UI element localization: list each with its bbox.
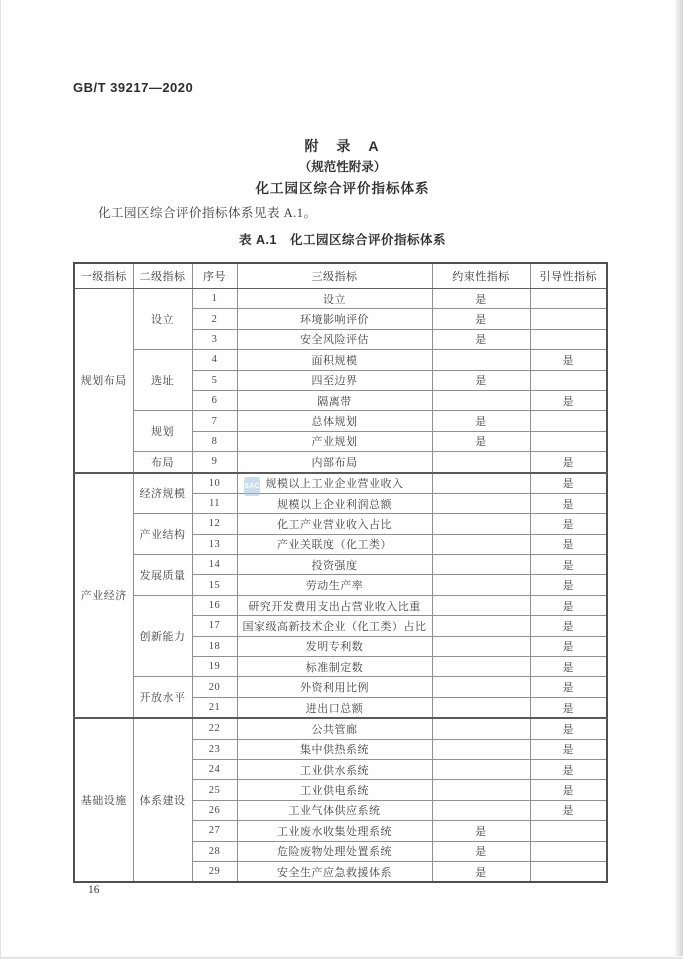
serial-number-cell: 13 [192, 534, 237, 554]
level3-indicator-cell: 规模以上工业企业营业收入 [237, 473, 432, 494]
guidance-indicator-cell [530, 329, 607, 349]
level3-indicator-cell: 规模以上企业利润总额 [237, 493, 432, 513]
sac-watermark-text: SAC [244, 483, 260, 490]
constraint-indicator-cell [432, 390, 530, 410]
table-caption: 表 A.1 化工园区综合评价指标体系 [239, 233, 446, 247]
serial-number-cell: 23 [192, 739, 237, 759]
serial-number-cell: 20 [192, 677, 237, 697]
column-header: 二级指标 [133, 263, 192, 289]
table-row [74, 718, 607, 739]
constraint-indicator-cell: 是 [432, 431, 530, 451]
guidance-indicator-cell: 是 [530, 473, 607, 494]
guidance-indicator-cell [530, 370, 607, 390]
constraint-indicator-cell [432, 595, 530, 615]
guidance-indicator-cell: 是 [530, 534, 607, 554]
level3-indicator-cell: 工业供电系统 [237, 780, 432, 800]
constraint-indicator-cell [432, 800, 530, 820]
level1-indicator-cell: 基础设施 [74, 718, 133, 882]
guidance-indicator-cell: 是 [530, 739, 607, 759]
page-number: 16 [88, 884, 100, 896]
level3-indicator-cell: 产业规划 [237, 431, 432, 451]
constraint-indicator-cell [432, 697, 530, 718]
guidance-indicator-cell: 是 [530, 350, 607, 370]
constraint-indicator-cell [432, 452, 530, 473]
guidance-indicator-cell [530, 411, 607, 431]
guidance-indicator-cell: 是 [530, 718, 607, 739]
serial-number-cell: 15 [192, 575, 237, 595]
table-row [74, 595, 607, 615]
guidance-indicator-cell: 是 [530, 800, 607, 820]
level2-indicator-cell: 设立 [133, 289, 192, 350]
level3-indicator-cell: 公共管廊 [237, 718, 432, 739]
table-row [74, 473, 607, 494]
constraint-indicator-cell [432, 534, 530, 554]
level2-indicator-cell: 规划 [133, 411, 192, 452]
table-row [74, 677, 607, 697]
constraint-indicator-cell [432, 575, 530, 595]
guidance-indicator-cell: 是 [530, 697, 607, 718]
level3-indicator-cell: 进出口总额 [237, 697, 432, 718]
level3-indicator-cell: 安全生产应急救援体系 [237, 861, 432, 882]
doc-number: GB/T 39217—2020 [73, 80, 194, 95]
serial-number-cell: 16 [192, 595, 237, 615]
table-row [74, 289, 607, 309]
guidance-indicator-cell [530, 821, 607, 841]
constraint-indicator-cell [432, 514, 530, 534]
serial-number-cell: 28 [192, 841, 237, 861]
constraint-indicator-cell [432, 657, 530, 677]
constraint-indicator-cell: 是 [432, 841, 530, 861]
serial-number-cell: 25 [192, 780, 237, 800]
column-header: 一级指标 [74, 263, 133, 289]
guidance-indicator-cell: 是 [530, 514, 607, 534]
serial-number-cell: 1 [192, 289, 237, 309]
constraint-indicator-cell [432, 350, 530, 370]
serial-number-cell: 14 [192, 555, 237, 575]
constraint-indicator-cell [432, 739, 530, 759]
level3-indicator-cell: 工业废水收集处理系统 [237, 821, 432, 841]
serial-number-cell: 8 [192, 431, 237, 451]
constraint-indicator-cell [432, 759, 530, 779]
constraint-indicator-cell [432, 616, 530, 636]
serial-number-cell: 26 [192, 800, 237, 820]
appendix-heading: 化工园区综合评价指标体系 [255, 181, 430, 196]
table-row [74, 411, 607, 431]
serial-number-cell: 21 [192, 697, 237, 718]
column-header: 引导性指标 [530, 263, 607, 289]
serial-number-cell: 11 [192, 493, 237, 513]
level2-indicator-cell: 体系建设 [133, 718, 192, 882]
serial-number-cell: 9 [192, 452, 237, 473]
constraint-indicator-cell: 是 [432, 289, 530, 309]
indicator-table [73, 262, 608, 883]
table-row [74, 452, 607, 473]
level3-indicator-cell: 工业气体供应系统 [237, 800, 432, 820]
constraint-indicator-cell [432, 718, 530, 739]
guidance-indicator-cell [530, 861, 607, 882]
serial-number-cell: 27 [192, 821, 237, 841]
level3-indicator-cell: 环境影响评价 [237, 309, 432, 329]
serial-number-cell: 18 [192, 636, 237, 656]
constraint-indicator-cell [432, 473, 530, 494]
level3-indicator-cell: 安全风险评估 [237, 329, 432, 349]
serial-number-cell: 24 [192, 759, 237, 779]
level2-indicator-cell: 创新能力 [133, 595, 192, 677]
constraint-indicator-cell: 是 [432, 370, 530, 390]
page-right-edge-shadow [675, 0, 683, 959]
level3-indicator-cell: 集中供热系统 [237, 739, 432, 759]
appendix-subtitle: （规范性附录） [298, 160, 387, 174]
level2-indicator-cell: 经济规模 [133, 473, 192, 514]
level3-indicator-cell: 危险废物处理处置系统 [237, 841, 432, 861]
serial-number-cell: 2 [192, 309, 237, 329]
table-row [74, 514, 607, 534]
guidance-indicator-cell: 是 [530, 493, 607, 513]
column-header: 序号 [192, 263, 237, 289]
guidance-indicator-cell [530, 431, 607, 451]
serial-number-cell: 22 [192, 718, 237, 739]
guidance-indicator-cell: 是 [530, 555, 607, 575]
constraint-indicator-cell: 是 [432, 309, 530, 329]
serial-number-cell: 12 [192, 514, 237, 534]
level2-indicator-cell: 选址 [133, 350, 192, 411]
guidance-indicator-cell: 是 [530, 780, 607, 800]
serial-number-cell: 7 [192, 411, 237, 431]
guidance-indicator-cell: 是 [530, 452, 607, 473]
level2-indicator-cell: 布局 [133, 452, 192, 473]
column-header: 约束性指标 [432, 263, 530, 289]
level2-indicator-cell: 产业结构 [133, 514, 192, 555]
serial-number-cell: 3 [192, 329, 237, 349]
level1-indicator-cell: 产业经济 [74, 473, 133, 719]
serial-number-cell: 6 [192, 390, 237, 410]
constraint-indicator-cell: 是 [432, 411, 530, 431]
level3-indicator-cell: 隔离带 [237, 390, 432, 410]
serial-number-cell: 17 [192, 616, 237, 636]
serial-number-cell: 10 [192, 473, 237, 494]
serial-number-cell: 4 [192, 350, 237, 370]
level1-indicator-cell: 规划布局 [74, 289, 133, 473]
level3-indicator-cell: 发明专利数 [237, 636, 432, 656]
guidance-indicator-cell [530, 309, 607, 329]
level3-indicator-cell: 设立 [237, 289, 432, 309]
guidance-indicator-cell: 是 [530, 616, 607, 636]
guidance-indicator-cell: 是 [530, 759, 607, 779]
level2-indicator-cell: 开放水平 [133, 677, 192, 718]
table-row [74, 350, 607, 370]
intro-text: 化工园区综合评价指标体系见表 A.1。 [98, 206, 317, 220]
constraint-indicator-cell [432, 636, 530, 656]
constraint-indicator-cell [432, 780, 530, 800]
guidance-indicator-cell: 是 [530, 575, 607, 595]
constraint-indicator-cell [432, 555, 530, 575]
table-header-row [74, 263, 607, 289]
column-header: 三级指标 [237, 263, 432, 289]
level3-indicator-cell: 劳动生产率 [237, 575, 432, 595]
guidance-indicator-cell: 是 [530, 390, 607, 410]
constraint-indicator-cell: 是 [432, 861, 530, 882]
constraint-indicator-cell: 是 [432, 329, 530, 349]
level3-indicator-cell: 国家级高新技术企业（化工类）占比 [237, 616, 432, 636]
level3-indicator-cell: 四至边界 [237, 370, 432, 390]
table-row [74, 555, 607, 575]
level3-indicator-cell: 化工产业营业收入占比 [237, 514, 432, 534]
level3-indicator-cell: 工业供水系统 [237, 759, 432, 779]
level3-indicator-cell: 外资利用比例 [237, 677, 432, 697]
guidance-indicator-cell: 是 [530, 657, 607, 677]
guidance-indicator-cell [530, 289, 607, 309]
serial-number-cell: 5 [192, 370, 237, 390]
guidance-indicator-cell: 是 [530, 677, 607, 697]
sac-watermark-stamp [244, 477, 260, 496]
level3-indicator-cell: 投资强度 [237, 555, 432, 575]
level3-indicator-cell: 总体规划 [237, 411, 432, 431]
level3-indicator-cell: 研究开发费用支出占营业收入比重 [237, 595, 432, 615]
guidance-indicator-cell: 是 [530, 595, 607, 615]
level3-indicator-cell: 面积规模 [237, 350, 432, 370]
guidance-indicator-cell: 是 [530, 636, 607, 656]
level3-indicator-cell: 标准制定数 [237, 657, 432, 677]
serial-number-cell: 19 [192, 657, 237, 677]
level3-indicator-cell: 产业关联度（化工类） [237, 534, 432, 554]
constraint-indicator-cell [432, 493, 530, 513]
appendix-title: 附 录 A [304, 138, 381, 154]
guidance-indicator-cell [530, 841, 607, 861]
level3-indicator-cell: 内部布局 [237, 452, 432, 473]
level2-indicator-cell: 发展质量 [133, 555, 192, 596]
constraint-indicator-cell: 是 [432, 821, 530, 841]
constraint-indicator-cell [432, 677, 530, 697]
serial-number-cell: 29 [192, 861, 237, 882]
